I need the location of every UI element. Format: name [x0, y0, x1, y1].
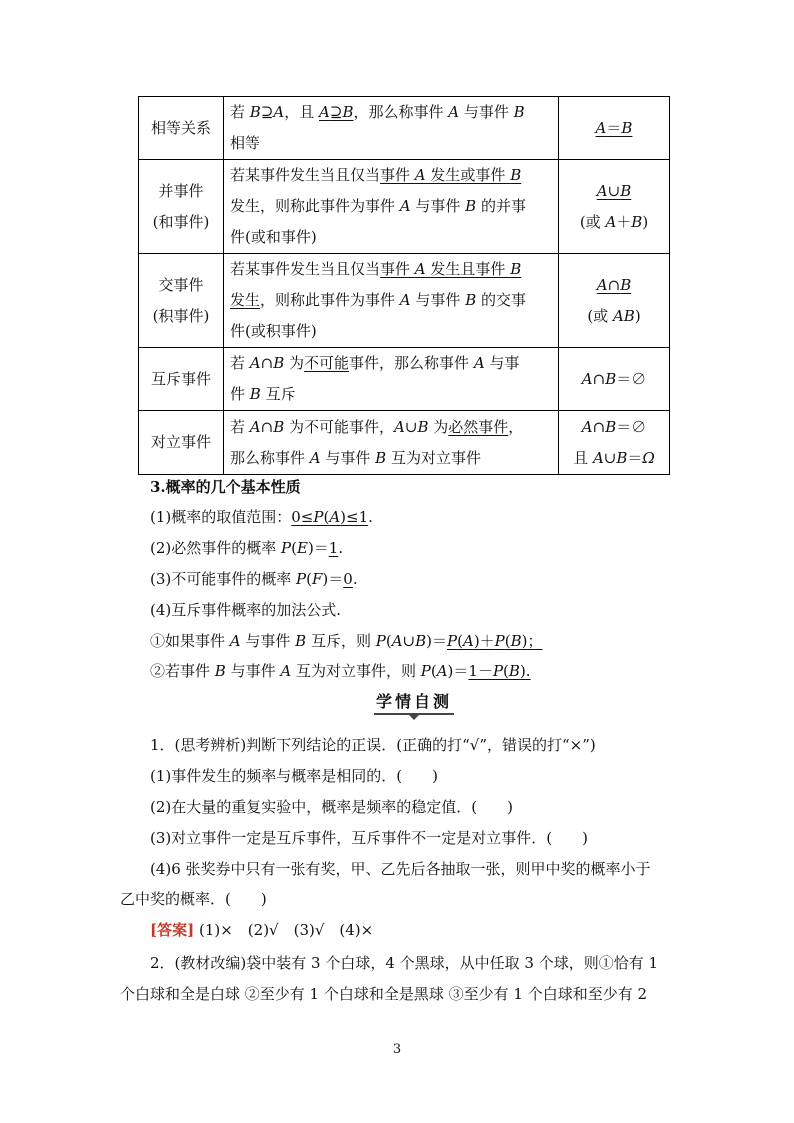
property-4a: ①如果事件 A 与事件 B 互斥，则 P(A∪B)＝P(A)＋P(B)； — [150, 632, 543, 650]
self-test-heading-text: 学情自测 — [375, 692, 452, 711]
relation-name: 并事件 (和事件) — [139, 160, 224, 254]
q1-statement-4-line2: 乙中奖的概率．( ) — [120, 890, 267, 908]
relation-definition: 若 A∩B 为不可能事件，A∪B 为必然事件， 那么称事件 A 与事件 B 互为对立事件 — [224, 411, 559, 475]
table-row — [139, 160, 670, 254]
relation-name: 交事件 (积事件) — [139, 254, 224, 348]
table-row — [139, 411, 670, 475]
page-number: 3 — [392, 1042, 402, 1057]
property-4: (4)互斥事件概率的加法公式. — [150, 601, 342, 619]
relation-name: 互斥事件 — [139, 348, 224, 411]
table-row — [139, 97, 670, 160]
relation-symbol: A∩B＝∅ 且 A∪B＝Ω — [559, 411, 670, 475]
relation-symbol: A∪B (或 A＋B) — [559, 160, 670, 254]
section3-title: 3.概率的几个基本性质 — [150, 478, 301, 496]
heading-arrow-icon — [408, 714, 420, 720]
q2-line1: 2．(教材改编)袋中装有 3 个白球，4 个黑球，从中任取 3 个球，则①恰有 1 — [150, 954, 659, 972]
property-3: (3)不可能事件的概率 P(F)＝0. — [150, 570, 358, 588]
event-relations-table — [138, 96, 670, 475]
q1-stem: 1．(思考辨析)判断下列结论的正误．(正确的打“√”，错误的打“×”) — [150, 736, 596, 754]
relation-definition: 若 B⊇A，且 A⊇B，那么称事件 A 与事件 B 相等 — [224, 97, 559, 160]
answer-text: (1)× (2)√ (3)√ (4)× — [198, 921, 374, 939]
q1-answer — [150, 920, 373, 940]
q1-statement-2: (2)在大量的重复实验中，概率是频率的稳定值．( ) — [150, 798, 513, 816]
relation-symbol: A∩B (或 AB) — [559, 254, 670, 348]
relation-name: 对立事件 — [139, 411, 224, 475]
relation-definition: 若某事件发生当且仅当事件 A 发生或事件 B 发生，则称此事件为事件 A 与事件 B 的并事 件(或和事件) — [224, 160, 559, 254]
relation-definition: 若 A∩B 为不可能事件，那么称事件 A 与事 件 B 互斥 — [224, 348, 559, 411]
property-2: (2)必然事件的概率 P(E)＝1. — [150, 539, 344, 557]
q2-line2: 个白球和全是白球 ②至少有 1 个白球和全是黑球 ③至少有 1 个白球和至少有 2 — [120, 985, 648, 1003]
q1-statement-4-line1: (4)6 张奖券中只有一张有奖，甲、乙先后各抽取一张，则甲中奖的概率小于 — [150, 860, 651, 878]
table-row — [139, 348, 670, 411]
relation-definition: 若某事件发生当且仅当事件 A 发生且事件 B 发生，则称此事件为事件 A 与事件 B 的交事 件(或积事件) — [224, 254, 559, 348]
relation-symbol: A∩B＝∅ — [559, 348, 670, 411]
table-row — [139, 254, 670, 348]
q1-statement-3: (3)对立事件一定是互斥事件，互斥事件不一定是对立事件．( ) — [150, 829, 588, 847]
relation-name: 相等关系 — [139, 97, 224, 160]
property-4b: ②若事件 B 与事件 A 互为对立事件，则 P(A)＝1－P(B). — [150, 662, 531, 680]
property-1: (1)概率的取值范围：0≤P(A)≤1. — [150, 508, 373, 526]
q1-statement-1: (1)事件发生的频率与概率是相同的．( ) — [150, 767, 438, 785]
self-test-heading — [374, 692, 454, 722]
relation-symbol: A＝B — [559, 97, 670, 160]
answer-tag: [答案] — [150, 921, 195, 939]
